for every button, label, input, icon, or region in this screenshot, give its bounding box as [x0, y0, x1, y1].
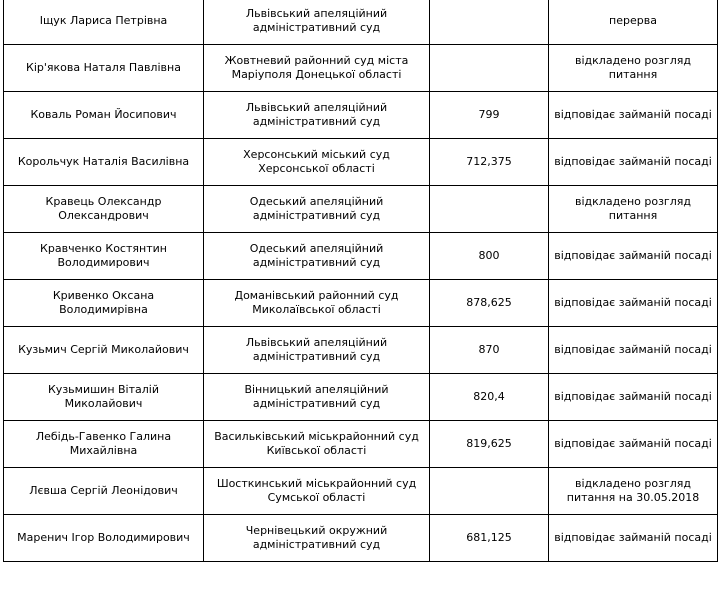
table-row — [4, 374, 718, 421]
table-row — [4, 280, 718, 327]
table-row — [4, 45, 718, 92]
score-cell: 681,125 — [430, 515, 549, 562]
score-cell: 712,375 — [430, 139, 549, 186]
court-cell: Вінницький апеляційний адміністративний суд — [204, 374, 430, 421]
court-cell: Львівський апеляційний адміністративний суд — [204, 327, 430, 374]
result-cell: відповідає займаній посаді — [549, 233, 718, 280]
judge-name-cell: Кір'якова Наталя Павлівна — [4, 45, 204, 92]
court-cell: Херсонський міський суд Херсонської області — [204, 139, 430, 186]
score-cell: 800 — [430, 233, 549, 280]
result-cell: відкладено розгляд питання — [549, 186, 718, 233]
result-cell: відповідає займаній посаді — [549, 374, 718, 421]
result-cell: відповідає займаній посаді — [549, 327, 718, 374]
table-row — [4, 0, 718, 45]
result-cell: перерва — [549, 0, 718, 45]
table-row — [4, 515, 718, 562]
result-cell: відкладено розгляд питання — [549, 45, 718, 92]
judge-name-cell: Коваль Роман Йосипович — [4, 92, 204, 139]
court-cell: Одеський апеляційний адміністративний суд — [204, 186, 430, 233]
result-cell: відповідає займаній посаді — [549, 139, 718, 186]
table-row — [4, 468, 718, 515]
score-cell: 870 — [430, 327, 549, 374]
score-cell: 799 — [430, 92, 549, 139]
results-table — [3, 0, 718, 562]
score-cell — [430, 186, 549, 233]
table-row — [4, 139, 718, 186]
judge-name-cell: Корольчук Наталія Василівна — [4, 139, 204, 186]
court-cell: Львівський апеляційний адміністративний суд — [204, 92, 430, 139]
score-cell: 820,4 — [430, 374, 549, 421]
score-cell: 878,625 — [430, 280, 549, 327]
score-cell — [430, 45, 549, 92]
court-cell: Одеський апеляційний адміністративний суд — [204, 233, 430, 280]
court-cell: Чернівецький окружний адміністративний суд — [204, 515, 430, 562]
judge-name-cell: Іщук Лариса Петрівна — [4, 0, 204, 45]
judge-name-cell: Кузьмич Сергій Миколайович — [4, 327, 204, 374]
score-cell — [430, 0, 549, 45]
judge-name-cell: Лебідь-Гавенко Галина Михайлівна — [4, 421, 204, 468]
court-cell: Жовтневий районний суд міста Маріуполя Донецької області — [204, 45, 430, 92]
court-cell: Доманівський районний суд Миколаївської області — [204, 280, 430, 327]
judge-name-cell: Маренич Ігор Володимирович — [4, 515, 204, 562]
result-cell: відповідає займаній посаді — [549, 421, 718, 468]
result-cell: відкладено розгляд питання на 30.05.2018 — [549, 468, 718, 515]
table-row — [4, 92, 718, 139]
table-row — [4, 327, 718, 374]
score-cell: 819,625 — [430, 421, 549, 468]
table-row — [4, 233, 718, 280]
result-cell: відповідає займаній посаді — [549, 515, 718, 562]
judge-name-cell: Кравченко Костянтин Володимирович — [4, 233, 204, 280]
court-cell: Васильківський міськрайонний суд Київської області — [204, 421, 430, 468]
judge-name-cell: Лєвша Сергій Леонідович — [4, 468, 204, 515]
table-row — [4, 421, 718, 468]
score-cell — [430, 468, 549, 515]
result-cell: відповідає займаній посаді — [549, 92, 718, 139]
result-cell: відповідає займаній посаді — [549, 280, 718, 327]
court-cell: Шосткинський міськрайонний суд Сумської області — [204, 468, 430, 515]
judge-name-cell: Кривенко Оксана Володимирівна — [4, 280, 204, 327]
court-cell: Львівський апеляційний адміністративний суд — [204, 0, 430, 45]
judge-name-cell: Кузьмишин Віталій Миколайович — [4, 374, 204, 421]
table-row — [4, 186, 718, 233]
judge-name-cell: Кравець Олександр Олександрович — [4, 186, 204, 233]
